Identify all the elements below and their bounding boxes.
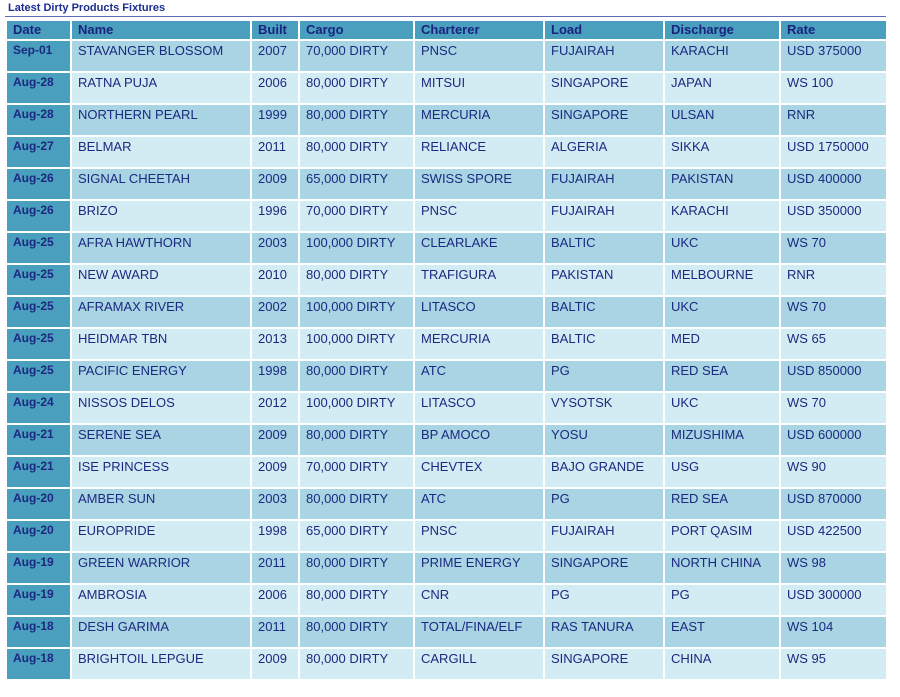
cell-discharge: NORTH CHINA [664,552,780,584]
cell-charterer: CHEVTEX [414,456,544,488]
cell-built: 2009 [251,456,299,488]
cell-name: STAVANGER BLOSSOM [71,40,251,72]
table-row [6,456,887,488]
cell-rate: USD 400000 [780,168,887,200]
cell-name: RATNA PUJA [71,72,251,104]
cell-cargo: 80,000 DIRTY [299,552,414,584]
cell-name: SIGNAL CHEETAH [71,168,251,200]
cell-cargo: 70,000 DIRTY [299,40,414,72]
cell-discharge: PG [664,584,780,616]
cell-discharge: MED [664,328,780,360]
cell-cargo: 100,000 DIRTY [299,328,414,360]
cell-discharge: UKC [664,392,780,424]
cell-cargo: 65,000 DIRTY [299,168,414,200]
column-header-date: Date [6,20,71,40]
cell-discharge: MELBOURNE [664,264,780,296]
cell-date: Aug-19 [6,584,71,616]
cell-charterer: PNSC [414,520,544,552]
cell-name: DESH GARIMA [71,616,251,648]
table-row [6,200,887,232]
cell-load: FUJAIRAH [544,168,664,200]
cell-rate: WS 70 [780,296,887,328]
cell-cargo: 80,000 DIRTY [299,584,414,616]
table-row [6,328,887,360]
cell-name: BRIGHTOIL LEPGUE [71,648,251,680]
cell-cargo: 80,000 DIRTY [299,136,414,168]
table-row [6,584,887,616]
cell-load: VYSOTSK [544,392,664,424]
column-header-discharge: Discharge [664,20,780,40]
cell-load: ALGERIA [544,136,664,168]
cell-name: HEIDMAR TBN [71,328,251,360]
table-row [6,232,887,264]
column-header-built: Built [251,20,299,40]
cell-rate: USD 850000 [780,360,887,392]
cell-load: PAKISTAN [544,264,664,296]
cell-load: SINGAPORE [544,72,664,104]
table-row [6,360,887,392]
cell-date: Aug-25 [6,328,71,360]
page-title: Latest Dirty Products Fixtures [8,2,166,14]
cell-charterer: ATC [414,360,544,392]
cell-built: 1999 [251,104,299,136]
cell-rate: WS 98 [780,552,887,584]
table-row [6,72,887,104]
table-row [6,264,887,296]
cell-cargo: 80,000 DIRTY [299,264,414,296]
cell-built: 2006 [251,72,299,104]
table-header [6,20,887,40]
cell-date: Aug-26 [6,200,71,232]
cell-discharge: ULSAN [664,104,780,136]
cell-cargo: 80,000 DIRTY [299,360,414,392]
cell-load: BAJO GRANDE [544,456,664,488]
cell-discharge: JAPAN [664,72,780,104]
cell-built: 2009 [251,424,299,456]
cell-date: Aug-18 [6,648,71,680]
cell-rate: WS 104 [780,616,887,648]
cell-name: EUROPRIDE [71,520,251,552]
cell-load: SINGAPORE [544,552,664,584]
column-header-load: Load [544,20,664,40]
cell-cargo: 70,000 DIRTY [299,456,414,488]
cell-charterer: PNSC [414,40,544,72]
table-row [6,552,887,584]
cell-built: 1998 [251,520,299,552]
table-body [6,40,887,680]
cell-built: 2012 [251,392,299,424]
cell-load: PG [544,360,664,392]
cell-discharge: RED SEA [664,488,780,520]
cell-charterer: MERCURIA [414,104,544,136]
column-header-rate: Rate [780,20,887,40]
cell-discharge: UKC [664,232,780,264]
cell-date: Aug-20 [6,488,71,520]
cell-cargo: 100,000 DIRTY [299,392,414,424]
cell-charterer: RELIANCE [414,136,544,168]
cell-charterer: CNR [414,584,544,616]
cell-built: 2011 [251,552,299,584]
cell-date: Aug-25 [6,360,71,392]
cell-charterer: CLEARLAKE [414,232,544,264]
cell-cargo: 100,000 DIRTY [299,232,414,264]
cell-date: Aug-26 [6,168,71,200]
cell-discharge: CHINA [664,648,780,680]
cell-load: PG [544,488,664,520]
cell-date: Aug-28 [6,72,71,104]
cell-discharge: MIZUSHIMA [664,424,780,456]
cell-rate: USD 350000 [780,200,887,232]
cell-built: 2011 [251,616,299,648]
cell-cargo: 80,000 DIRTY [299,72,414,104]
table-row [6,616,887,648]
cell-name: BELMAR [71,136,251,168]
cell-load: SINGAPORE [544,104,664,136]
cell-cargo: 80,000 DIRTY [299,616,414,648]
fixtures-table [5,19,888,681]
cell-charterer: LITASCO [414,392,544,424]
table-row [6,296,887,328]
cell-built: 2006 [251,584,299,616]
cell-discharge: PAKISTAN [664,168,780,200]
cell-rate: RNR [780,104,887,136]
table-row [6,424,887,456]
cell-name: NEW AWARD [71,264,251,296]
title-divider [5,16,886,17]
cell-load: FUJAIRAH [544,520,664,552]
cell-load: FUJAIRAH [544,40,664,72]
cell-name: AFRA HAWTHORN [71,232,251,264]
cell-discharge: USG [664,456,780,488]
cell-built: 2013 [251,328,299,360]
cell-load: SINGAPORE [544,648,664,680]
cell-rate: WS 90 [780,456,887,488]
table-row [6,40,887,72]
cell-cargo: 80,000 DIRTY [299,648,414,680]
cell-date: Aug-25 [6,232,71,264]
cell-rate: USD 422500 [780,520,887,552]
column-header-charterer: Charterer [414,20,544,40]
cell-rate: USD 375000 [780,40,887,72]
cell-date: Aug-21 [6,424,71,456]
cell-charterer: MITSUI [414,72,544,104]
table-row [6,168,887,200]
cell-built: 2003 [251,488,299,520]
table-row [6,520,887,552]
cell-cargo: 100,000 DIRTY [299,296,414,328]
cell-rate: USD 300000 [780,584,887,616]
cell-rate: WS 70 [780,232,887,264]
cell-built: 2003 [251,232,299,264]
cell-cargo: 80,000 DIRTY [299,488,414,520]
table-row [6,136,887,168]
cell-rate: WS 70 [780,392,887,424]
cell-charterer: ATC [414,488,544,520]
cell-date: Aug-27 [6,136,71,168]
cell-charterer: MERCURIA [414,328,544,360]
cell-charterer: LITASCO [414,296,544,328]
cell-date: Sep-01 [6,40,71,72]
cell-rate: WS 95 [780,648,887,680]
cell-name: GREEN WARRIOR [71,552,251,584]
cell-load: RAS TANURA [544,616,664,648]
cell-load: PG [544,584,664,616]
cell-date: Aug-24 [6,392,71,424]
column-header-cargo: Cargo [299,20,414,40]
cell-cargo: 70,000 DIRTY [299,200,414,232]
table-row [6,648,887,680]
cell-name: SERENE SEA [71,424,251,456]
cell-built: 2007 [251,40,299,72]
cell-name: NISSOS DELOS [71,392,251,424]
header-row [6,20,887,40]
cell-charterer: TRAFIGURA [414,264,544,296]
cell-rate: RNR [780,264,887,296]
cell-charterer: PNSC [414,200,544,232]
cell-cargo: 80,000 DIRTY [299,424,414,456]
cell-discharge: KARACHI [664,40,780,72]
cell-discharge: UKC [664,296,780,328]
table-row [6,488,887,520]
cell-discharge: KARACHI [664,200,780,232]
cell-date: Aug-21 [6,456,71,488]
table-row [6,392,887,424]
cell-date: Aug-28 [6,104,71,136]
cell-charterer: TOTAL/FINA/ELF [414,616,544,648]
cell-name: AFRAMAX RIVER [71,296,251,328]
cell-built: 2010 [251,264,299,296]
cell-load: BALTIC [544,328,664,360]
cell-load: FUJAIRAH [544,200,664,232]
cell-date: Aug-25 [6,264,71,296]
cell-rate: USD 870000 [780,488,887,520]
cell-name: NORTHERN PEARL [71,104,251,136]
cell-name: AMBROSIA [71,584,251,616]
cell-charterer: PRIME ENERGY [414,552,544,584]
cell-name: ISE PRINCESS [71,456,251,488]
cell-rate: WS 65 [780,328,887,360]
cell-built: 1998 [251,360,299,392]
cell-discharge: PORT QASIM [664,520,780,552]
cell-name: AMBER SUN [71,488,251,520]
cell-built: 1996 [251,200,299,232]
cell-name: BRIZO [71,200,251,232]
cell-charterer: CARGILL [414,648,544,680]
cell-load: BALTIC [544,232,664,264]
cell-rate: WS 100 [780,72,887,104]
cell-date: Aug-20 [6,520,71,552]
cell-load: BALTIC [544,296,664,328]
cell-discharge: RED SEA [664,360,780,392]
cell-built: 2009 [251,168,299,200]
cell-built: 2002 [251,296,299,328]
cell-charterer: SWISS SPORE [414,168,544,200]
cell-discharge: SIKKA [664,136,780,168]
cell-date: Aug-25 [6,296,71,328]
cell-rate: USD 600000 [780,424,887,456]
cell-load: YOSU [544,424,664,456]
cell-cargo: 80,000 DIRTY [299,104,414,136]
cell-date: Aug-19 [6,552,71,584]
cell-name: PACIFIC ENERGY [71,360,251,392]
cell-date: Aug-18 [6,616,71,648]
column-header-name: Name [71,20,251,40]
cell-cargo: 65,000 DIRTY [299,520,414,552]
cell-built: 2009 [251,648,299,680]
cell-built: 2011 [251,136,299,168]
table-row [6,104,887,136]
cell-charterer: BP AMOCO [414,424,544,456]
cell-discharge: EAST [664,616,780,648]
cell-rate: USD 1750000 [780,136,887,168]
